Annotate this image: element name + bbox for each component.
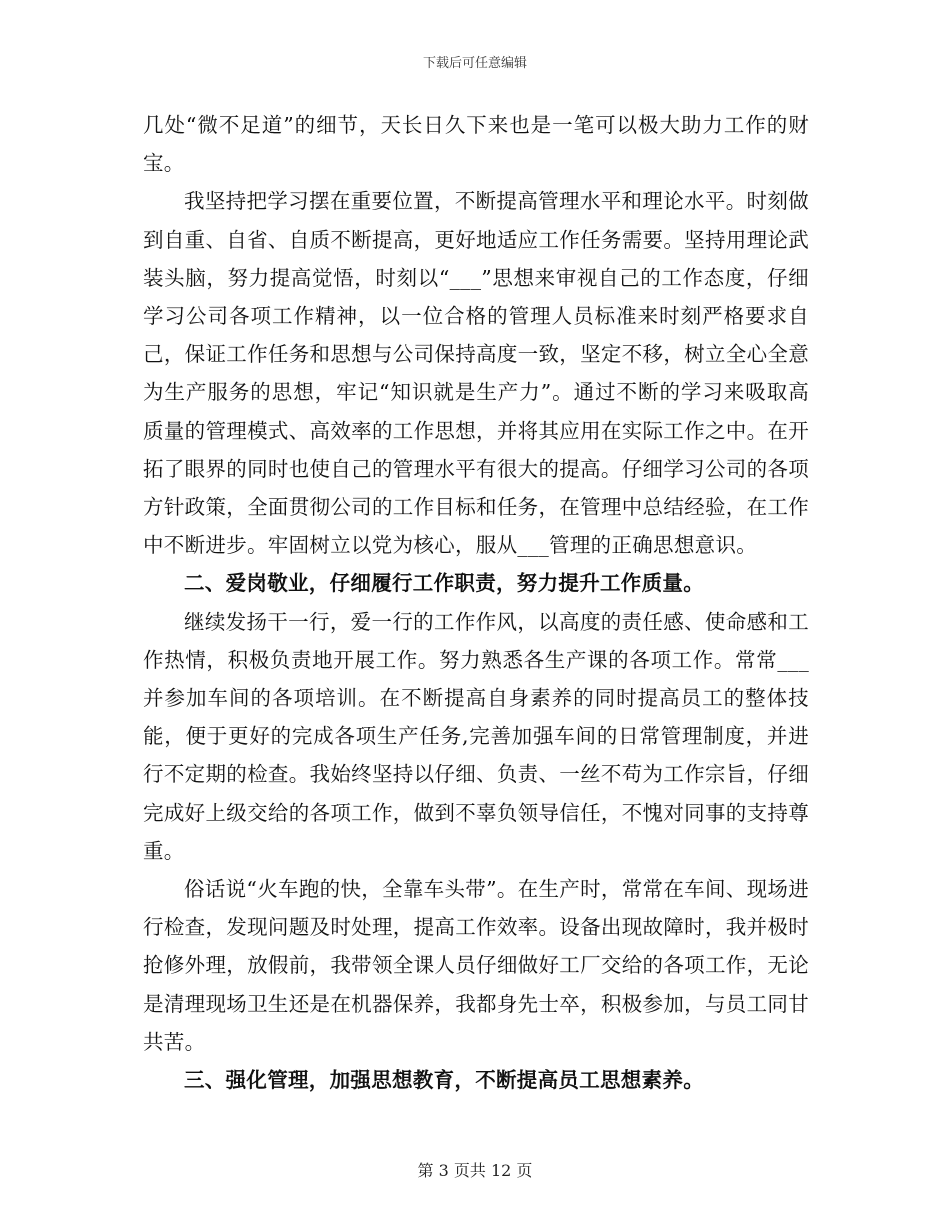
section-heading-two: 二、爱岗敬业，仔细履行工作职责，努力提升工作质量。 (184, 571, 704, 596)
section-heading-three: 三、强化管理，加强思想教育，不断提高员工思想素养。 (184, 1068, 704, 1093)
paragraph-study: 我坚持把学习摆在重要位置，不断提高管理水平和理论水平。时刻做到自重、自省、自质不断提高，更好地适应工作任务需要。坚持用理论武装头脑，努力提高觉悟，时刻以“___”思想来审视自己的工作态度，仔细学习公司各项工作精神，以一位合格的管理人员标准来时刻严格要求自己，保证工作任务和思想与公司保持高度一致，坚定不移，树立全心全意为生产服务的思想，牢记“知识就是生产力”。通过不断的学习来吸取高质量的管理模式、高效率的工作思想，并将其应用在实际工作之中。在开拓了眼界的同时也使自己的管理水平有很大的提高。仔细学习公司的各项方针政策，全面贯彻公司的工作目标和任务，在管理中总结经验，在工作中不断进步。牢固树立以党为核心，服从___管理的正确思想意识。 (143, 189, 809, 558)
document-body (143, 106, 809, 1099)
page-footer: 第 3 页共 12 页 (417, 1161, 533, 1180)
page-header: 下载后可任意编辑 (422, 56, 527, 71)
paragraph-continuation: 几处“微不足道”的细节，天长日久下来也是一笔可以极大助力工作的财宝。 (143, 113, 809, 176)
paragraph-saying: 俗话说“火车跑的快，全靠车头带”。在生产时，常常在车间、现场进行检查，发现问题及时处理，提高工作效率。设备出现故障时，我并极时抢修外理，放假前，我带领全课人员仔细做好工厂交给的各项工作，无论是清理现场卫生还是在机器保养，我都身先士卒，积极参加，与员工同甘共苦。 (143, 877, 809, 1054)
paragraph-work-style: 继续发扬干一行，爱一行的工作作风，以高度的责任感、使命感和工作热情，积极负责地开展工作。努力熟悉各生产课的各项工作。常常___并参加车间的各项培训。在不断提高自身素养的同时提高员工的整体技能，便于更好的完成各项生产任务,完善加强车间的日常管理制度，并进行不定期的检查。我始终坚持以仔细、负责、一丝不苟为工作宗旨，仔细完成好上级交给的各项工作，做到不辜负领导信任，不愧对同事的支持尊重。 (143, 609, 809, 863)
